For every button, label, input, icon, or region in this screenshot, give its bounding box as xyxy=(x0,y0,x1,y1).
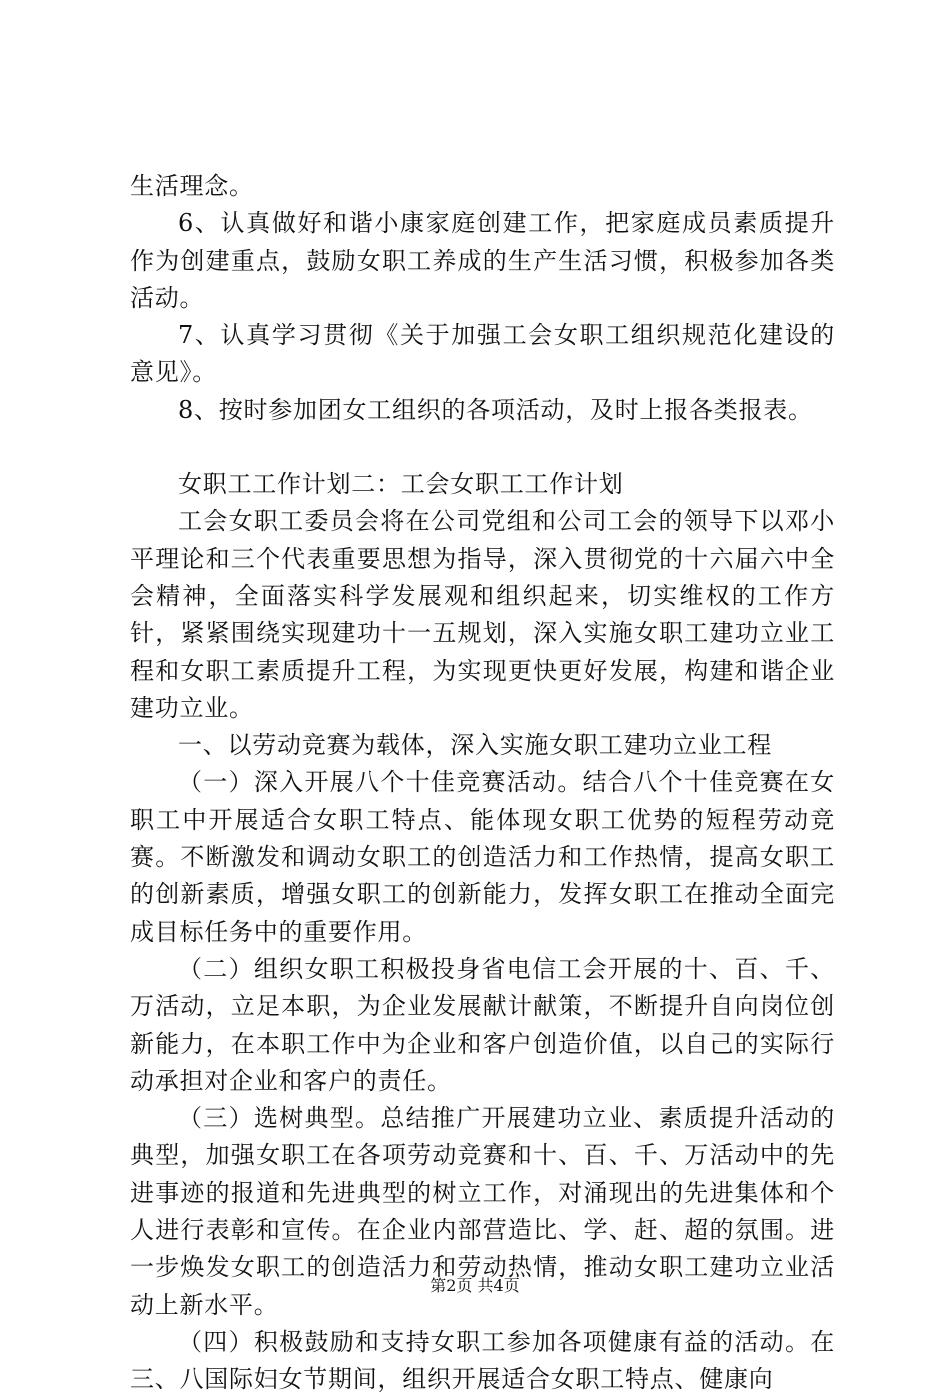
paragraph-point-4: （四）积极鼓励和支持女职工参加各项健康有益的活动。在三、八国际妇女节期间，组织开展适合女职工特点、健康向 xyxy=(130,1327,835,1394)
paragraph-item-7: 7、认真学习贯彻《关于加强工会女职工组织规范化建设的意见》。 xyxy=(130,321,835,387)
document-body xyxy=(130,168,835,1399)
paragraph-continuation: 生活理念。 xyxy=(130,172,254,200)
page-footer: 第2页 共4页 xyxy=(430,1276,520,1295)
section-heading: 女职工工作计划二：工会女职工工作计划 xyxy=(178,470,624,499)
paragraph-item-6: 6、认真做好和谐小康家庭创建工作，把家庭成员素质提升作为创建重点，鼓励女职工养成的生产生活习惯，积极参加各类活动。 xyxy=(130,209,835,312)
subheading-one: 一、以劳动竞赛为载体，深入实施女职工建功立业工程 xyxy=(178,731,772,760)
section-spacer xyxy=(130,429,835,466)
paragraph-item-8: 8、按时参加团女工组织的各项活动，及时上报各类报表。 xyxy=(178,395,813,424)
paragraph-intro: 工会女职工委员会将在公司党组和公司工会的领导下以邓小平理论和三个代表重要思想为指导，深入贯彻党的十六届六中全会精神，全面落实科学发展观和组织起来，切实维权的工作方针，紧紧围绕实现建功十一五规划，深入实施女职工建功立业工程和女职工素质提升工程，为实现更快更好发展，构建和谐企业建功立业。 xyxy=(130,507,835,722)
paragraph-point-1: （一）深入开展八个十佳竞赛活动。结合八个十佳竞赛在女职工中开展适合女职工特点、能体现女职工优势的短程劳动竞赛。不断激发和调动女职工的创造活力和工作热情，提高女职工的创新素质，增强女职工的创新能力，发挥女职工在推动全面完成目标任务中的重要作用。 xyxy=(130,768,835,946)
paragraph-point-3: （三）选树典型。总结推广开展建功立业、素质提升活动的典型，加强女职工在各项劳动竞赛和十、百、千、万活动中的先进事迹的报道和先进典型的树立工作，对涌现出的先进集体和个人进行表彰和宣传。在企业内部营造比、学、赶、超的氛围。进一步焕发女职工的创造活力和劳动热情，推动女职工建功立业活动上新水平。 xyxy=(130,1104,835,1319)
paragraph-point-2: （二）组织女职工积极投身省电信工会开展的十、百、千、万活动，立足本职，为企业发展献计献策，不断提升自向岗位创新能力，在本职工作中为企业和客户创造价值，以自己的实际行动承担对企业和客户的责任。 xyxy=(130,954,835,1095)
